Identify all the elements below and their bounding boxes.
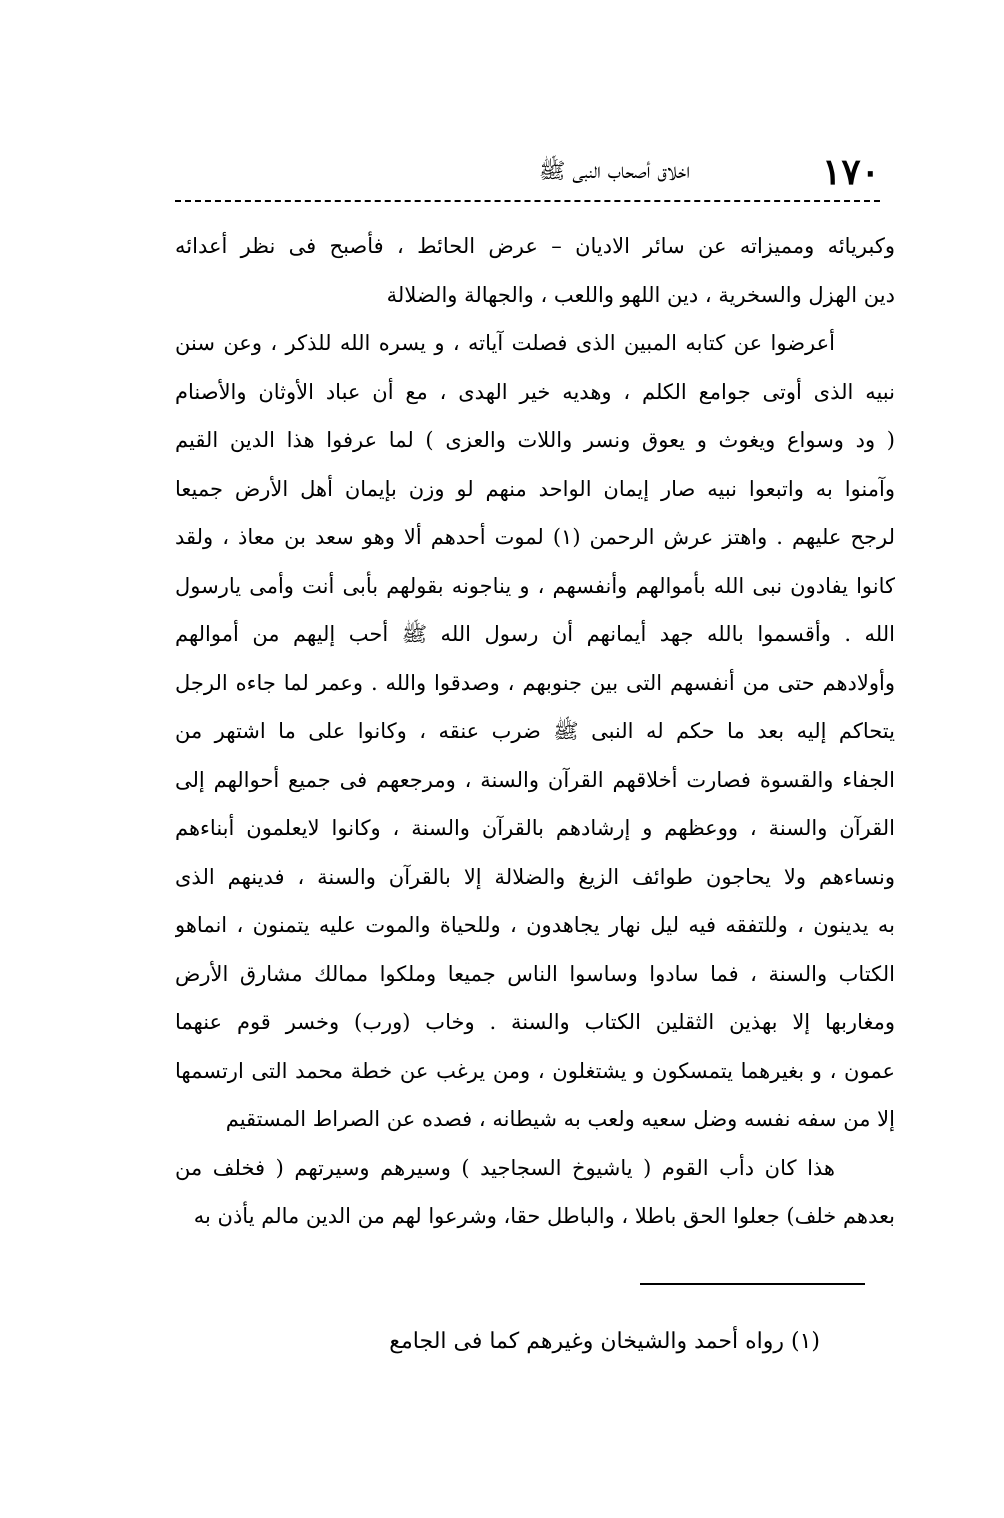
text-line: وآمنوا به واتبعوا نبيه صار إيمان الواحد منهم لو وزن بإيمان أهل الأرض جميعا [175, 476, 895, 501]
header-divider [175, 200, 880, 202]
text-line: دين الهزل والسخرية ، دين اللهو واللعب ، والجهالة والضلالة [386, 282, 895, 307]
text-line: ومغاربها إلا بهذين الثقلين الكتاب والسنة . وخاب (ورب) وخسر قوم عنهما [175, 1010, 895, 1034]
body-text [175, 222, 895, 1241]
text-line: الله . وأقسموا بالله جهد أيمانهم أن رسول الله ﷺ أحب إليهم من أموالهم [175, 622, 895, 646]
page-number: ١٧٠ [821, 151, 880, 193]
text-line: لرجح عليهم . واهتز عرش الرحمن (١) لموت أحدهم ألا وهو سعد بن معاذ ، ولقد [175, 525, 895, 549]
text-line: عمون ، و بغيرهما يتمسكون و يشتغلون ، ومن يرغب عن خطة محمد التى ارتسمها [175, 1058, 895, 1083]
text-line: الجفاء والقسوة فصارت أخلاقهم القرآن والسنة ، ومرجعهم فى جميع أحوالهم إلى [175, 767, 895, 792]
text-line: كانوا يفادون نبى الله بأموالهم وأنفسهم ، و يناجونه بقولهم بأبى أنت وأمى يارسول [175, 573, 895, 598]
page-header [175, 150, 880, 200]
text-line: هذا كان دأب القوم ( ياشيوخ السجاجيد ) وسيرهم وسيرتهم ( فخلف من [175, 1155, 835, 1180]
text-line: إلا من سفه نفسه وضل سعيه ولعب به شيطانه ، فصده عن الصراط المستقيم [225, 1107, 895, 1131]
running-title: اخلاق أصحاب النبى ﷺ [538, 159, 690, 184]
text-line: الكتاب والسنة ، فما سادوا وساسوا الناس جميعا وملكوا ممالك مشارق الأرض [175, 961, 895, 986]
text-line: به يدينون ، وللتفقه فيه ليل نهار يجاهدون ، وللحياة والموت عليه يتمنون ، انماهو [175, 913, 895, 937]
footnote: (١) رواه أحمد والشيخان وغيرهم كما فى الجامع [389, 1329, 820, 1354]
text-line: القرآن والسنة ، ووعظهم و إرشادهم بالقرآن والسنة ، وكانوا لايعلمون أبناءهم [175, 816, 895, 840]
text-line: يتحاكم إليه بعد ما حكم له النبى ﷺ ضرب عنقه ، وكانوا على ما اشتهر من [175, 719, 895, 743]
footnote-divider [640, 1283, 865, 1285]
text-line: أعرضوا عن كتابه المبين الذى فصلت آياته ، و يسره الله للذكر ، وعن سنن [175, 331, 835, 355]
text-line: وأولادهم حتى من أنفسهم التى بين جنوبهم ، وصدقوا والله . وعمر لما جاءه الرجل [175, 670, 895, 695]
text-line: بعدهم خلف) جعلوا الحق باطلا ، والباطل حقا، وشرعوا لهم من الدين مالم يأذن به [193, 1204, 895, 1228]
text-line: وكبريائه ومميزاته عن سائر الاديان – عرض الحائط ، فأصبح فى نظر أعدائه [175, 234, 895, 258]
text-line: ( ود وسواع ويغوث و يعوق ونسر واللات والعزى ) لما عرفوا هذا الدين القيم [175, 428, 895, 452]
text-line: ونساءهم ولا يحاجون طوائف الزيغ والضلالة إلا بالقرآن والسنة ، فدينهم الذى [175, 864, 895, 889]
text-line: نبيه الذى أوتى جوامع الكلم ، وهديه خير الهدى ، مع أن عباد الأوثان والأصنام [175, 379, 895, 404]
